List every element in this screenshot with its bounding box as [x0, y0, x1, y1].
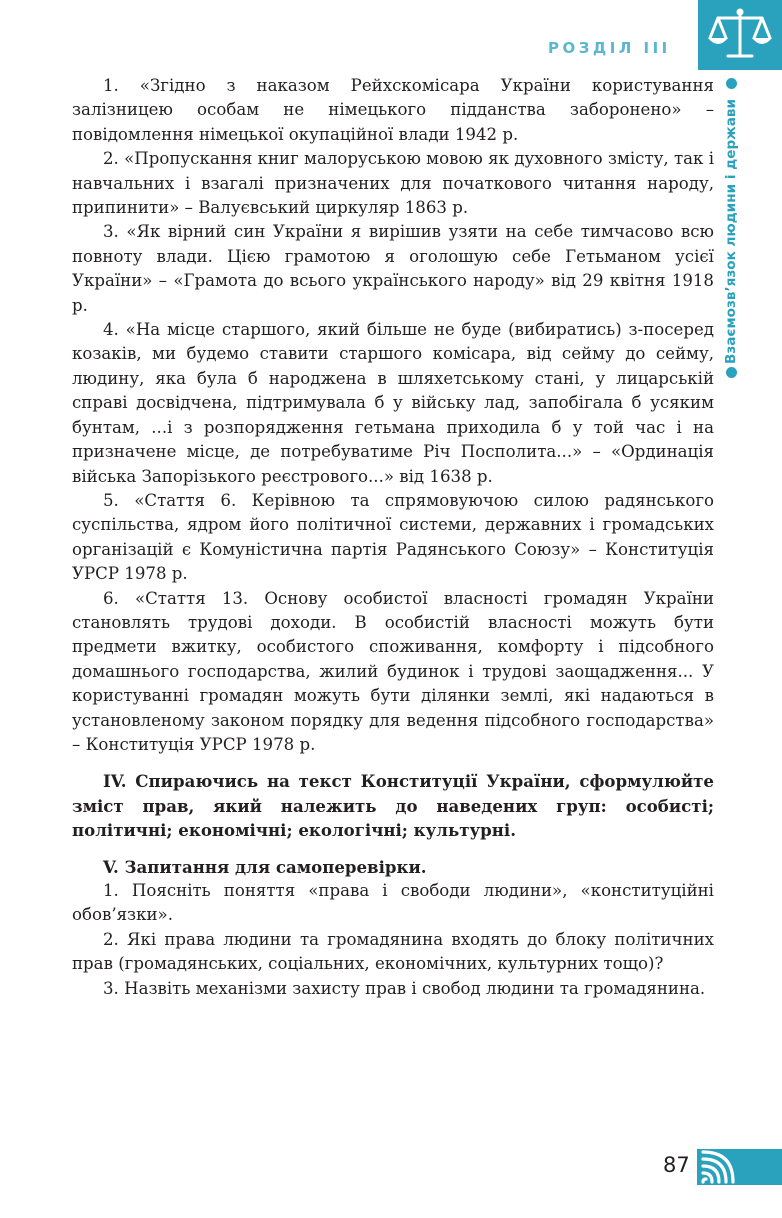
section-label: РОЗДІЛ III	[548, 39, 671, 57]
task-iv: IV. Спираючись на текст Конституції України, сформулюйте зміст прав, який належить до наведених груп: особисті; політичні; економічні; екологічні; культурні.	[72, 771, 714, 841]
scales-of-justice-icon	[708, 6, 772, 64]
quote-item: 4. «На місце старшого, який більше не буде (вибиратись) з-посеред козаків, ми будемо ставити старшого комісара, від сейму до сейму, людину, яка була б народжена в шляхетському стані, у лицарській справі досвідчена, підтримувала б у війську лад, запобігала б усяким бунтам, ...і з розпорядження гетьмана приходила б у той час і на призначене місце, де потребуватиме Річ Посполита...» – «Ординація війська Запорізького реєстрового...» від 1638 р.	[72, 320, 714, 486]
quote-item: 5. «Стаття 6. Керівною та спрямовуючою силою радянського суспільства, ядром його політичної системи, державних і громадських організацій є Комуністична партія Радянського Союзу» – Конституція УРСР 1978 р.	[72, 490, 714, 584]
page-number: 87	[663, 1153, 690, 1177]
signal-waves-icon	[697, 1149, 782, 1185]
side-dot-top	[726, 78, 737, 89]
main-content	[72, 74, 714, 1001]
question-item: 2. Які права людини та громадянина входять до блоку політичних прав (громадянських, соціальних, економічних, культурних тощо)?	[72, 929, 714, 974]
footer-bar	[697, 1149, 782, 1185]
quote-item: 2. «Пропускання книг малоруською мовою як духовного змісту, так і навчальних і взагалі призначених для початкового читання народу, припинити» – Валуєвський циркуляр 1863 р.	[72, 149, 714, 218]
quote-item: 3. «Як вірний син України я вирішив узяти на себе тимчасово всю повноту влади. Цією грамотою я оголошую себе Гетьманом усієї України» – «Грамота до всього українського народу» від 29 квітня 1918 р.	[72, 222, 714, 315]
question-item: 1. Поясніть поняття «права і свободи людини», «конституційні обов’язки».	[72, 881, 714, 925]
side-dot-bottom	[726, 367, 737, 378]
side-label-text: Взаємозв’язок людини і держави	[723, 98, 739, 364]
task-v-title: V. Запитання для самоперевірки.	[103, 856, 427, 877]
side-chapter-label	[722, 78, 744, 378]
quote-item: 6. «Стаття 13. Основу особистої власності громадян України становлять трудові доходи. В особистій власності можуть бути предмети вжитку, особистого споживання, комфорту і підсобного домашнього господарства, жилий будинок і трудові заощадження... У користуванні громадян можуть бути ділянки землі, які надаються в установленому законом порядку для ведення підсобного господарства» – Конституція УРСР 1978 р.	[72, 588, 714, 754]
section-logo	[698, 0, 782, 70]
question-item: 3. Назвіть механізми захисту прав і свобод людини та громадянина.	[103, 978, 706, 998]
quote-item: 1. «Згідно з наказом Рейхскомісара України користування залізницею особам не німецького підданства заборонено» – повідомлення німецької окупаційної влади 1942 р.	[72, 76, 714, 144]
